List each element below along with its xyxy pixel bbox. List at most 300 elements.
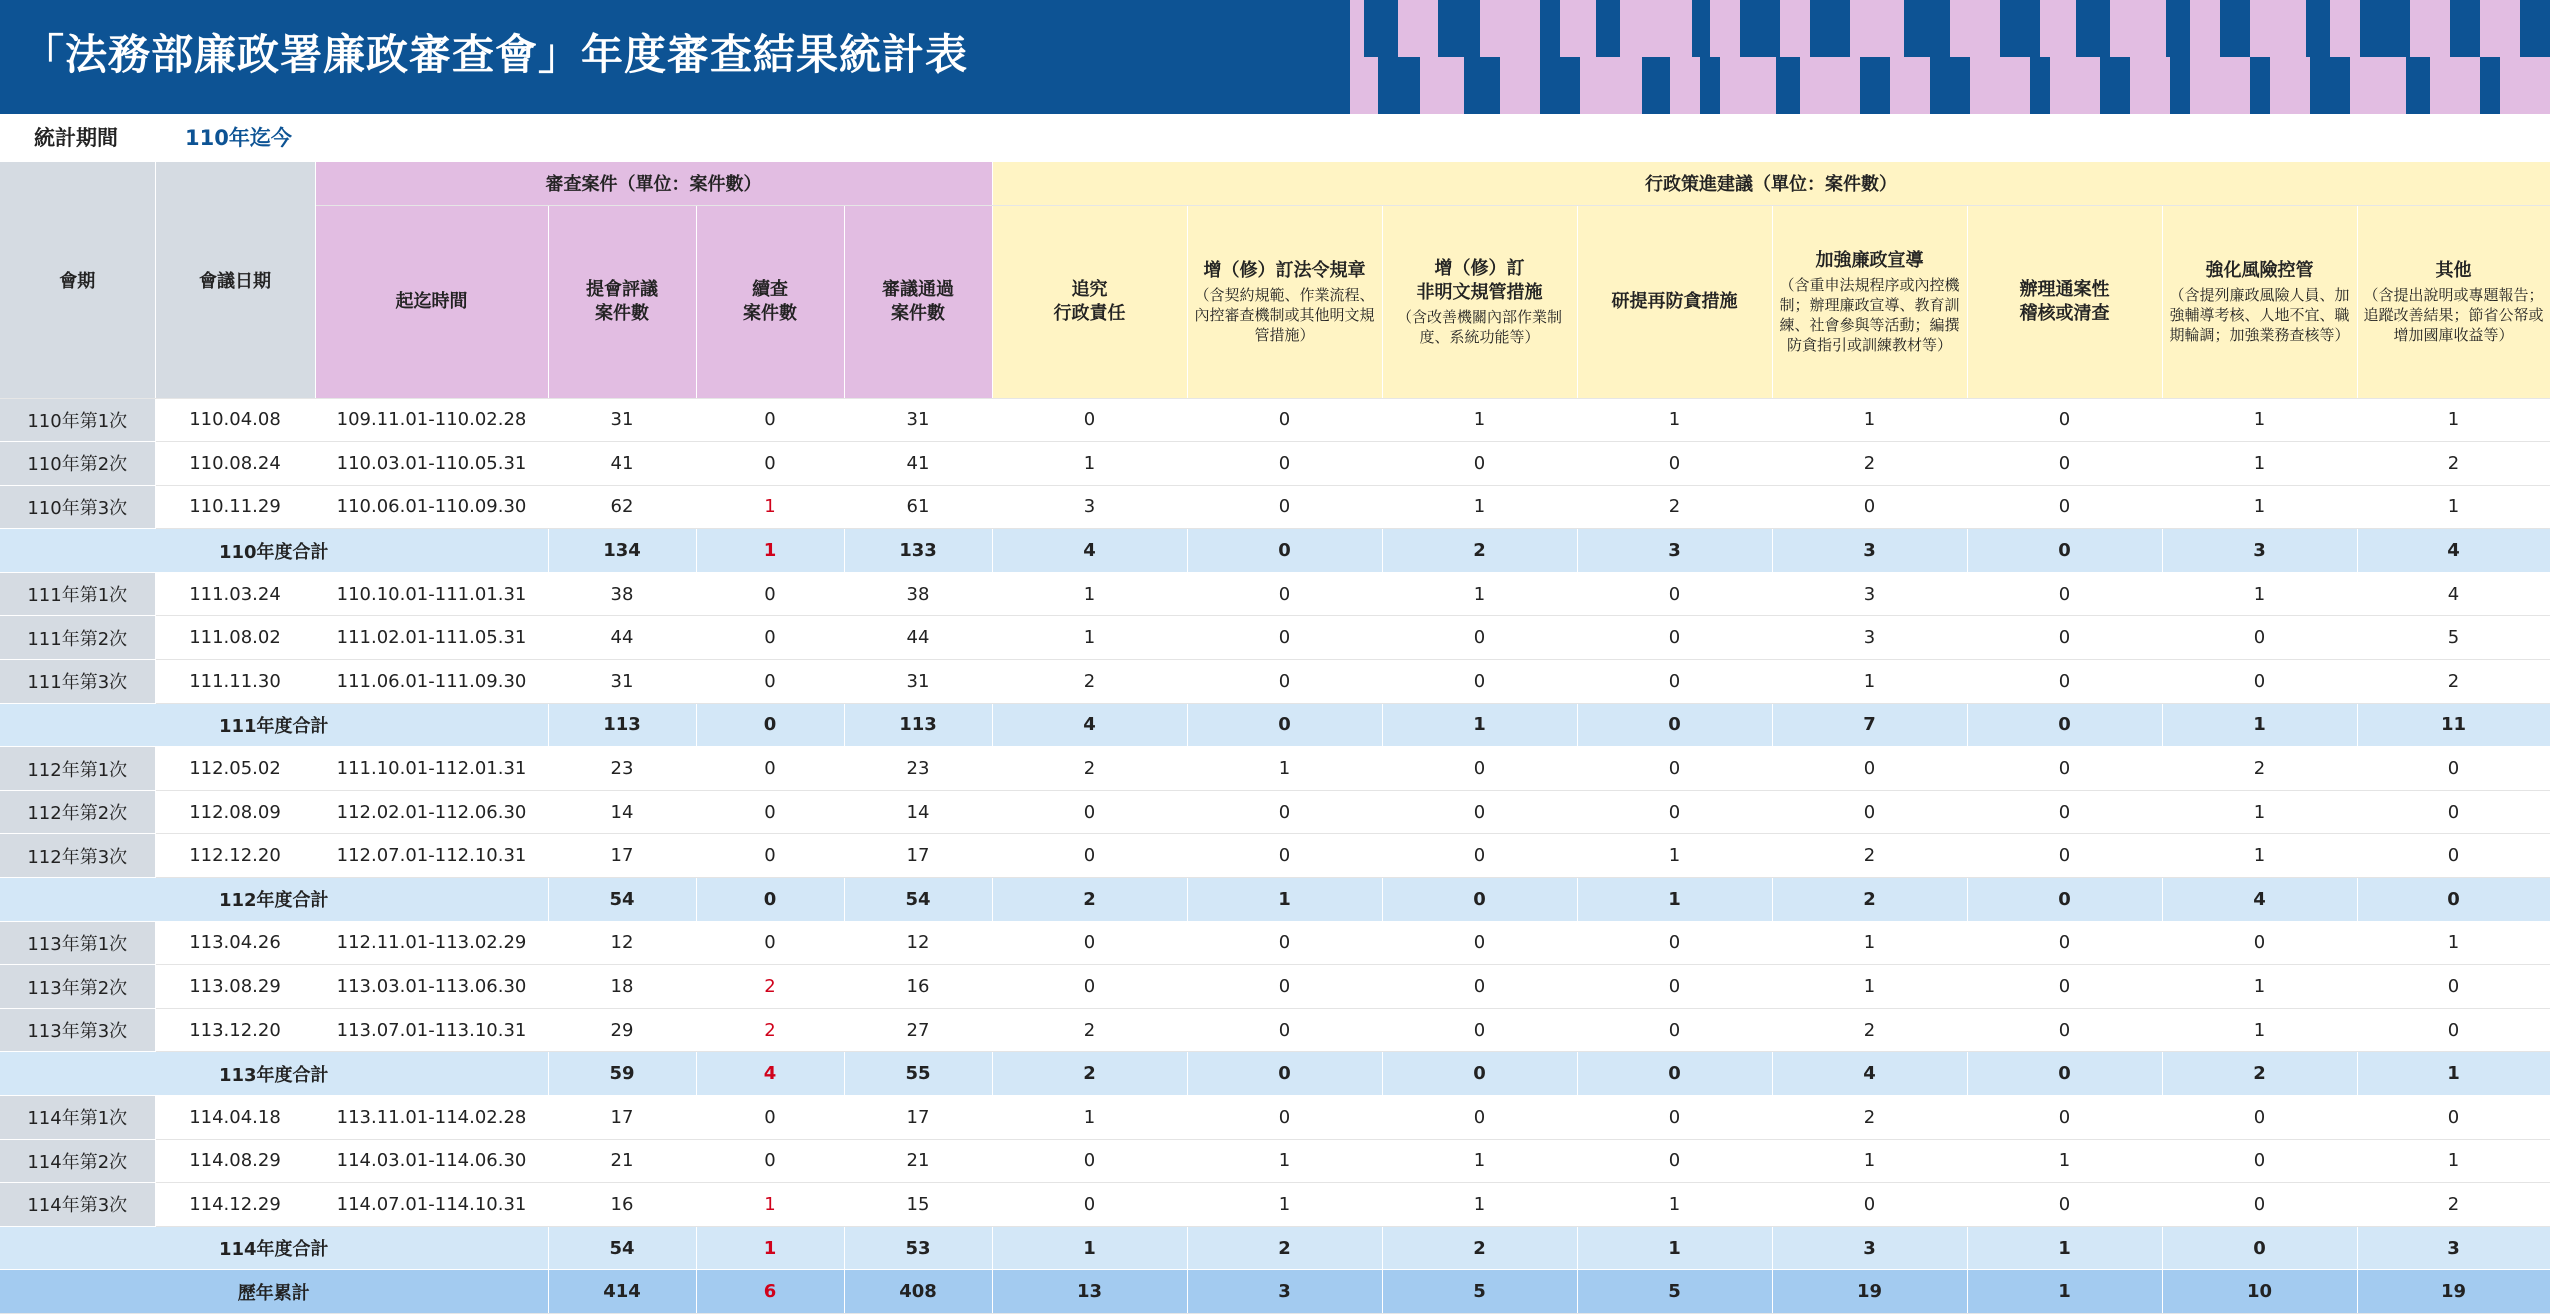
- cell-suggestion-5: 1: [1772, 660, 1967, 704]
- cell-session: 113年第1次: [0, 921, 155, 965]
- cell-suggestion-3: 0: [1382, 834, 1577, 878]
- cell-suggestion-4: 0: [1577, 1096, 1772, 1140]
- cell-suggestion-2: 0: [1187, 572, 1382, 616]
- cell-suggestion-2: 2: [1187, 1226, 1382, 1270]
- cell-suggestion-6: 0: [1967, 398, 2162, 442]
- col-general-audit: 辦理通案性 稽核或清查: [1967, 205, 2162, 398]
- cell-period-label: 112年度合計: [0, 878, 548, 922]
- cell-suggestion-2: 0: [1187, 485, 1382, 529]
- cell-suggestion-4: 0: [1577, 1139, 1772, 1183]
- col-risk-control: 強化風險控管 （含提列廉政風險人員、加強輔導考核、人地不宜、職期輪調；加強業務查核等）: [2162, 205, 2357, 398]
- col-date: 會議日期: [155, 162, 315, 398]
- cell-submitted: 54: [548, 878, 696, 922]
- cell-suggestion-6: 0: [1967, 747, 2162, 791]
- cell-suggestion-6: 0: [1967, 572, 2162, 616]
- cell-continued: 2: [696, 965, 844, 1009]
- cell-submitted: 44: [548, 616, 696, 660]
- col-other: 其他 （含提出說明或專題報告；追蹤改善結果；節省公帑或增加國庫收益等）: [2357, 205, 2550, 398]
- cell-suggestion-8: 11: [2357, 703, 2550, 747]
- cell-period-label: 110年度合計: [0, 529, 548, 573]
- cell-suggestion-3: 0: [1382, 965, 1577, 1009]
- table-row: [0, 965, 2550, 1009]
- cell-passed: 12: [844, 921, 992, 965]
- cell-date: 113.12.20: [155, 1008, 315, 1052]
- cell-suggestion-1: 1: [992, 572, 1187, 616]
- cell-passed: 21: [844, 1139, 992, 1183]
- cell-suggestion-1: 1: [992, 1096, 1187, 1140]
- cell-passed: 31: [844, 660, 992, 704]
- cell-suggestion-2: 0: [1187, 660, 1382, 704]
- cell-suggestion-3: 0: [1382, 1052, 1577, 1096]
- cell-continued: 0: [696, 398, 844, 442]
- cell-submitted: 62: [548, 485, 696, 529]
- cell-passed: 14: [844, 790, 992, 834]
- cell-passed: 31: [844, 398, 992, 442]
- cell-suggestion-7: 10: [2162, 1270, 2357, 1314]
- cell-suggestion-5: 4: [1772, 1052, 1967, 1096]
- cell-suggestion-2: 0: [1187, 1096, 1382, 1140]
- cell-continued: 0: [696, 878, 844, 922]
- cell-suggestion-6: 0: [1967, 660, 2162, 704]
- table-row: [0, 616, 2550, 660]
- cell-session: 113年第2次: [0, 965, 155, 1009]
- cell-suggestion-4: 0: [1577, 1052, 1772, 1096]
- col-admin-liability: 追究 行政責任: [992, 205, 1187, 398]
- cell-date: 114.08.29: [155, 1139, 315, 1183]
- cell-date: 113.04.26: [155, 921, 315, 965]
- cell-passed: 16: [844, 965, 992, 1009]
- cell-suggestion-8: 3: [2357, 1226, 2550, 1270]
- cell-suggestion-1: 2: [992, 747, 1187, 791]
- cell-passed: 41: [844, 442, 992, 486]
- cell-date: 111.11.30: [155, 660, 315, 704]
- cell-submitted: 41: [548, 442, 696, 486]
- cell-suggestion-4: 0: [1577, 660, 1772, 704]
- cell-suggestion-4: 5: [1577, 1270, 1772, 1314]
- cell-suggestion-8: 4: [2357, 572, 2550, 616]
- cell-suggestion-3: 0: [1382, 1096, 1577, 1140]
- col-submitted: 提會評議 案件數: [548, 205, 696, 398]
- cell-range: 112.07.01-112.10.31: [315, 834, 548, 878]
- cell-passed: 53: [844, 1226, 992, 1270]
- cell-suggestion-5: 2: [1772, 442, 1967, 486]
- cell-suggestion-1: 2: [992, 1008, 1187, 1052]
- cell-continued: 0: [696, 572, 844, 616]
- cell-suggestion-5: 0: [1772, 747, 1967, 791]
- cell-suggestion-1: 2: [992, 660, 1187, 704]
- cell-date: 112.08.09: [155, 790, 315, 834]
- cell-suggestion-8: 19: [2357, 1270, 2550, 1314]
- cell-suggestion-5: 1: [1772, 965, 1967, 1009]
- cell-suggestion-2: 1: [1187, 878, 1382, 922]
- cell-suggestion-2: 1: [1187, 1183, 1382, 1227]
- cell-suggestion-7: 1: [2162, 834, 2357, 878]
- cell-suggestion-1: 0: [992, 921, 1187, 965]
- cell-suggestion-4: 0: [1577, 442, 1772, 486]
- cell-session: 114年第3次: [0, 1183, 155, 1227]
- cell-range: 112.02.01-112.06.30: [315, 790, 548, 834]
- cell-suggestion-7: 1: [2162, 442, 2357, 486]
- cell-suggestion-2: 3: [1187, 1270, 1382, 1314]
- cell-suggestion-8: 0: [2357, 878, 2550, 922]
- cell-suggestion-6: 0: [1967, 1183, 2162, 1227]
- cell-passed: 133: [844, 529, 992, 573]
- cell-passed: 54: [844, 878, 992, 922]
- table-row: [0, 1183, 2550, 1227]
- cell-suggestion-3: 0: [1382, 660, 1577, 704]
- cell-suggestion-2: 0: [1187, 965, 1382, 1009]
- cell-passed: 61: [844, 485, 992, 529]
- cell-suggestion-8: 0: [2357, 1096, 2550, 1140]
- cell-suggestion-8: 2: [2357, 1183, 2550, 1227]
- cell-suggestion-4: 0: [1577, 572, 1772, 616]
- cell-suggestion-1: 0: [992, 1183, 1187, 1227]
- cell-suggestion-7: 0: [2162, 660, 2357, 704]
- cell-range: 113.03.01-113.06.30: [315, 965, 548, 1009]
- table-row: [0, 398, 2550, 442]
- cell-continued: 1: [696, 1226, 844, 1270]
- cell-suggestion-5: 1: [1772, 398, 1967, 442]
- cell-suggestion-1: 1: [992, 442, 1187, 486]
- cell-suggestion-4: 0: [1577, 703, 1772, 747]
- cell-suggestion-4: 1: [1577, 398, 1772, 442]
- cell-suggestion-2: 0: [1187, 921, 1382, 965]
- cell-continued: 0: [696, 703, 844, 747]
- cell-suggestion-6: 0: [1967, 1052, 2162, 1096]
- cell-suggestion-3: 0: [1382, 790, 1577, 834]
- cell-session: 112年第2次: [0, 790, 155, 834]
- cell-suggestion-8: 4: [2357, 529, 2550, 573]
- cell-suggestion-6: 1: [1967, 1139, 2162, 1183]
- cell-date: 110.04.08: [155, 398, 315, 442]
- cell-suggestion-7: 1: [2162, 1008, 2357, 1052]
- period-value: 110年迄今: [185, 126, 292, 150]
- cell-session: 111年第2次: [0, 616, 155, 660]
- table-body: [0, 398, 2550, 1313]
- cell-suggestion-3: 2: [1382, 529, 1577, 573]
- cell-suggestion-6: 1: [1967, 1270, 2162, 1314]
- cell-suggestion-6: 0: [1967, 1008, 2162, 1052]
- cell-date: 111.03.24: [155, 572, 315, 616]
- cell-suggestion-5: 0: [1772, 485, 1967, 529]
- table-row: [0, 660, 2550, 704]
- cell-suggestion-7: 4: [2162, 878, 2357, 922]
- cell-suggestion-3: 1: [1382, 398, 1577, 442]
- cell-suggestion-1: 0: [992, 834, 1187, 878]
- cell-suggestion-7: 3: [2162, 529, 2357, 573]
- cell-suggestion-1: 0: [992, 1139, 1187, 1183]
- cell-continued: 1: [696, 529, 844, 573]
- cell-session: 110年第1次: [0, 398, 155, 442]
- cell-suggestion-4: 1: [1577, 834, 1772, 878]
- cell-session: 111年第3次: [0, 660, 155, 704]
- subtotal-row: [0, 1226, 2550, 1270]
- cell-submitted: 31: [548, 660, 696, 704]
- cell-continued: 0: [696, 921, 844, 965]
- cell-submitted: 23: [548, 747, 696, 791]
- cell-suggestion-4: 1: [1577, 878, 1772, 922]
- cell-continued: 1: [696, 1183, 844, 1227]
- cell-suggestion-4: 0: [1577, 965, 1772, 1009]
- cell-date: 114.04.18: [155, 1096, 315, 1140]
- cell-passed: 17: [844, 1096, 992, 1140]
- cell-suggestion-4: 0: [1577, 616, 1772, 660]
- cell-suggestion-1: 2: [992, 878, 1187, 922]
- cell-suggestion-8: 1: [2357, 1139, 2550, 1183]
- col-range: 起迄時間: [315, 205, 548, 398]
- cell-suggestion-8: 5: [2357, 616, 2550, 660]
- cell-submitted: 21: [548, 1139, 696, 1183]
- cell-suggestion-6: 0: [1967, 616, 2162, 660]
- subtotal-row: [0, 1052, 2550, 1096]
- cell-suggestion-6: 0: [1967, 790, 2162, 834]
- cell-suggestion-5: 0: [1772, 790, 1967, 834]
- cell-suggestion-1: 4: [992, 703, 1187, 747]
- cell-suggestion-1: 13: [992, 1270, 1187, 1314]
- cell-suggestion-6: 1: [1967, 1226, 2162, 1270]
- cell-suggestion-3: 0: [1382, 616, 1577, 660]
- cell-suggestion-3: 1: [1382, 1183, 1577, 1227]
- cell-submitted: 14: [548, 790, 696, 834]
- table-row: [0, 1008, 2550, 1052]
- table-row: [0, 1139, 2550, 1183]
- cell-submitted: 18: [548, 965, 696, 1009]
- cell-suggestion-7: 0: [2162, 1096, 2357, 1140]
- cell-suggestion-7: 1: [2162, 572, 2357, 616]
- page-title: 「法務部廉政署廉政審查會」年度審查結果統計表: [22, 30, 969, 79]
- cell-session: 110年第3次: [0, 485, 155, 529]
- cell-suggestion-4: 2: [1577, 485, 1772, 529]
- cell-range: 109.11.01-110.02.28: [315, 398, 548, 442]
- cell-suggestion-6: 0: [1967, 485, 2162, 529]
- period-label: 統計期間: [34, 126, 118, 150]
- group-admin-suggestions: 行政策進建議（單位：案件數）: [992, 162, 2550, 205]
- cell-suggestion-8: 2: [2357, 660, 2550, 704]
- cell-suggestion-3: 0: [1382, 747, 1577, 791]
- cell-suggestion-2: 1: [1187, 747, 1382, 791]
- cell-range: 111.06.01-111.09.30: [315, 660, 548, 704]
- cell-suggestion-8: 1: [2357, 1052, 2550, 1096]
- cell-submitted: 54: [548, 1226, 696, 1270]
- cell-suggestion-8: 1: [2357, 398, 2550, 442]
- cell-suggestion-1: 0: [992, 790, 1187, 834]
- cell-range: 111.02.01-111.05.31: [315, 616, 548, 660]
- cell-suggestion-6: 0: [1967, 529, 2162, 573]
- cell-suggestion-7: 1: [2162, 703, 2357, 747]
- cell-continued: 0: [696, 790, 844, 834]
- cell-suggestion-5: 1: [1772, 921, 1967, 965]
- cell-suggestion-3: 1: [1382, 485, 1577, 529]
- subtotal-row: [0, 529, 2550, 573]
- cell-suggestion-1: 0: [992, 965, 1187, 1009]
- cell-suggestion-6: 0: [1967, 921, 2162, 965]
- period-bar: [0, 114, 2550, 162]
- cell-suggestion-6: 0: [1967, 1096, 2162, 1140]
- cell-date: 111.08.02: [155, 616, 315, 660]
- col-session: 會期: [0, 162, 155, 398]
- cell-suggestion-3: 5: [1382, 1270, 1577, 1314]
- cell-continued: 0: [696, 834, 844, 878]
- cell-suggestion-2: 1: [1187, 1139, 1382, 1183]
- cell-suggestion-6: 0: [1967, 834, 2162, 878]
- cell-range: 110.06.01-110.09.30: [315, 485, 548, 529]
- cell-suggestion-3: 0: [1382, 1008, 1577, 1052]
- col-non-written-measures: 增（修）訂 非明文規管措施 （含改善機關內部作業制度、系統功能等）: [1382, 205, 1577, 398]
- cell-continued: 0: [696, 660, 844, 704]
- cell-suggestion-8: 0: [2357, 747, 2550, 791]
- cell-suggestion-8: 0: [2357, 1008, 2550, 1052]
- cell-passed: 27: [844, 1008, 992, 1052]
- cell-suggestion-8: 1: [2357, 485, 2550, 529]
- cell-suggestion-5: 2: [1772, 1008, 1967, 1052]
- cell-continued: 6: [696, 1270, 844, 1314]
- table-row: [0, 834, 2550, 878]
- cell-passed: 17: [844, 834, 992, 878]
- cell-session: 110年第2次: [0, 442, 155, 486]
- cell-suggestion-7: 0: [2162, 1139, 2357, 1183]
- cell-suggestion-5: 1: [1772, 1139, 1967, 1183]
- cell-suggestion-8: 1: [2357, 921, 2550, 965]
- cell-range: 110.10.01-111.01.31: [315, 572, 548, 616]
- cell-continued: 0: [696, 747, 844, 791]
- table-row: [0, 790, 2550, 834]
- cell-submitted: 17: [548, 834, 696, 878]
- cell-passed: 113: [844, 703, 992, 747]
- col-anti-corruption-measures: 研提再防貪措施: [1577, 205, 1772, 398]
- cell-submitted: 414: [548, 1270, 696, 1314]
- cell-suggestion-2: 0: [1187, 1052, 1382, 1096]
- cell-suggestion-3: 0: [1382, 442, 1577, 486]
- cell-submitted: 113: [548, 703, 696, 747]
- cell-suggestion-2: 0: [1187, 703, 1382, 747]
- cell-passed: 38: [844, 572, 992, 616]
- cell-suggestion-1: 3: [992, 485, 1187, 529]
- cell-period-label: 114年度合計: [0, 1226, 548, 1270]
- col-passed: 審議通過 案件數: [844, 205, 992, 398]
- cell-suggestion-8: 0: [2357, 790, 2550, 834]
- cell-suggestion-1: 1: [992, 616, 1187, 660]
- cell-passed: 55: [844, 1052, 992, 1096]
- cell-suggestion-3: 0: [1382, 921, 1577, 965]
- cell-suggestion-1: 4: [992, 529, 1187, 573]
- cell-suggestion-4: 0: [1577, 790, 1772, 834]
- cell-session: 112年第1次: [0, 747, 155, 791]
- cell-submitted: 16: [548, 1183, 696, 1227]
- cell-suggestion-3: 2: [1382, 1226, 1577, 1270]
- cell-session: 114年第1次: [0, 1096, 155, 1140]
- cell-suggestion-7: 1: [2162, 790, 2357, 834]
- cell-session: 114年第2次: [0, 1139, 155, 1183]
- cell-suggestion-5: 2: [1772, 834, 1967, 878]
- cell-submitted: 59: [548, 1052, 696, 1096]
- cell-suggestion-5: 3: [1772, 616, 1967, 660]
- table-row: [0, 572, 2550, 616]
- cell-suggestion-3: 1: [1382, 1139, 1577, 1183]
- cell-passed: 408: [844, 1270, 992, 1314]
- cell-range: 113.11.01-114.02.28: [315, 1096, 548, 1140]
- cell-date: 112.12.20: [155, 834, 315, 878]
- cell-date: 113.08.29: [155, 965, 315, 1009]
- cell-session: 111年第1次: [0, 572, 155, 616]
- cell-date: 110.11.29: [155, 485, 315, 529]
- cell-date: 112.05.02: [155, 747, 315, 791]
- cell-suggestion-7: 0: [2162, 1226, 2357, 1270]
- cell-suggestion-4: 3: [1577, 529, 1772, 573]
- cell-continued: 2: [696, 1008, 844, 1052]
- table-row: [0, 747, 2550, 791]
- cell-continued: 0: [696, 1139, 844, 1183]
- cell-range: 113.07.01-113.10.31: [315, 1008, 548, 1052]
- cell-continued: 4: [696, 1052, 844, 1096]
- cell-suggestion-5: 3: [1772, 572, 1967, 616]
- cell-passed: 15: [844, 1183, 992, 1227]
- cell-suggestion-7: 1: [2162, 485, 2357, 529]
- cell-submitted: 29: [548, 1008, 696, 1052]
- decorative-mosaic: [1350, 0, 2550, 114]
- cell-suggestion-5: 7: [1772, 703, 1967, 747]
- cell-date: 114.12.29: [155, 1183, 315, 1227]
- cell-range: 114.07.01-114.10.31: [315, 1183, 548, 1227]
- cell-suggestion-7: 1: [2162, 965, 2357, 1009]
- table-row: [0, 921, 2550, 965]
- cell-range: 112.11.01-113.02.29: [315, 921, 548, 965]
- cell-continued: 1: [696, 485, 844, 529]
- cell-session: 113年第3次: [0, 1008, 155, 1052]
- cell-continued: 0: [696, 442, 844, 486]
- cell-suggestion-2: 0: [1187, 1008, 1382, 1052]
- cell-range: 110.03.01-110.05.31: [315, 442, 548, 486]
- cell-suggestion-4: 0: [1577, 921, 1772, 965]
- cell-period-label: 歷年累計: [0, 1270, 548, 1314]
- cell-period-label: 113年度合計: [0, 1052, 548, 1096]
- cell-suggestion-5: 0: [1772, 1183, 1967, 1227]
- cell-suggestion-7: 2: [2162, 747, 2357, 791]
- cell-period-label: 111年度合計: [0, 703, 548, 747]
- cell-suggestion-2: 0: [1187, 398, 1382, 442]
- cell-suggestion-1: 1: [992, 1226, 1187, 1270]
- cell-submitted: 17: [548, 1096, 696, 1140]
- cell-suggestion-5: 3: [1772, 1226, 1967, 1270]
- cell-suggestion-5: 19: [1772, 1270, 1967, 1314]
- subtotal-row: [0, 703, 2550, 747]
- stats-table: [0, 162, 2550, 1314]
- cell-suggestion-7: 0: [2162, 921, 2357, 965]
- table-row: [0, 1096, 2550, 1140]
- cell-suggestion-2: 0: [1187, 834, 1382, 878]
- cell-submitted: 38: [548, 572, 696, 616]
- cell-suggestion-4: 0: [1577, 1008, 1772, 1052]
- cell-suggestion-7: 0: [2162, 616, 2357, 660]
- cell-suggestion-4: 0: [1577, 747, 1772, 791]
- cell-submitted: 31: [548, 398, 696, 442]
- cell-suggestion-6: 0: [1967, 878, 2162, 922]
- cell-suggestion-4: 1: [1577, 1183, 1772, 1227]
- cell-suggestion-3: 1: [1382, 572, 1577, 616]
- cell-date: 110.08.24: [155, 442, 315, 486]
- col-integrity-promotion: 加強廉政宣導 （含重申法規程序或內控機制；辦理廉政宣導、教育訓練、社會參與等活動；編撰防貪指引或訓練教材等）: [1772, 205, 1967, 398]
- cell-suggestion-7: 2: [2162, 1052, 2357, 1096]
- cell-passed: 23: [844, 747, 992, 791]
- cell-suggestion-8: 0: [2357, 965, 2550, 1009]
- cell-suggestion-1: 2: [992, 1052, 1187, 1096]
- subtotal-row: [0, 878, 2550, 922]
- cell-range: 114.03.01-114.06.30: [315, 1139, 548, 1183]
- cell-suggestion-2: 0: [1187, 790, 1382, 834]
- title-banner: [0, 0, 2550, 114]
- col-regulation-revision: 增（修）訂法令規章 （含契約規範、作業流程、內控審查機制或其他明文規管措施）: [1187, 205, 1382, 398]
- cell-suggestion-6: 0: [1967, 442, 2162, 486]
- cell-suggestion-5: 2: [1772, 1096, 1967, 1140]
